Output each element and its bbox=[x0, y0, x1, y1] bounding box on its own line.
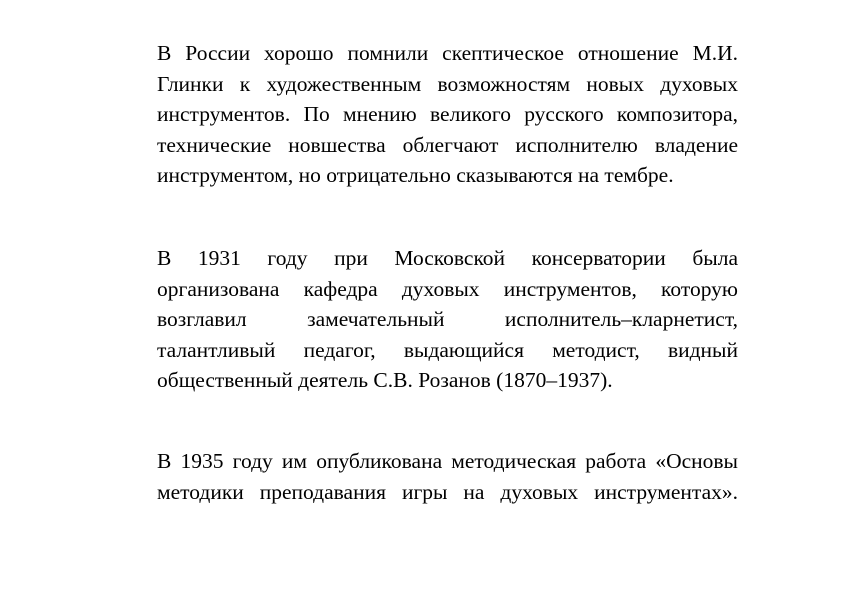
text-line: организована кафедра духовых инструментов, которую bbox=[157, 276, 738, 301]
text-line: В России хорошо помнили скептическое отношение М.И. bbox=[157, 41, 738, 65]
text-line: методики преподавания игры на духовых инструментах». bbox=[157, 479, 738, 504]
text-line-last: инструментом, но отрицательно сказываются на тембре. bbox=[157, 163, 674, 188]
text-line: Глинки к художественным возможностям новых духовых bbox=[157, 71, 738, 96]
text-line: талантливый педагог, выдающийся методист, видный bbox=[157, 337, 738, 362]
text-line: возглавил замечательный исполнитель–кларнетист, bbox=[157, 307, 738, 332]
paragraph-glinka bbox=[157, 38, 738, 191]
text-line: В 1931 году при Московской консерватории была bbox=[157, 246, 738, 270]
text-line: В 1935 году им опубликована методическая работа «Основы bbox=[157, 449, 738, 473]
text-line: технические новшества облегчают исполнителю владение bbox=[157, 132, 738, 157]
text-line: инструментов. По мнению великого русского композитора, bbox=[157, 102, 738, 127]
paragraph-1935 bbox=[157, 446, 738, 507]
paragraph-1931 bbox=[157, 243, 738, 396]
text-line-last: общественный деятель С.В. Розанов (1870–1937). bbox=[157, 368, 613, 393]
